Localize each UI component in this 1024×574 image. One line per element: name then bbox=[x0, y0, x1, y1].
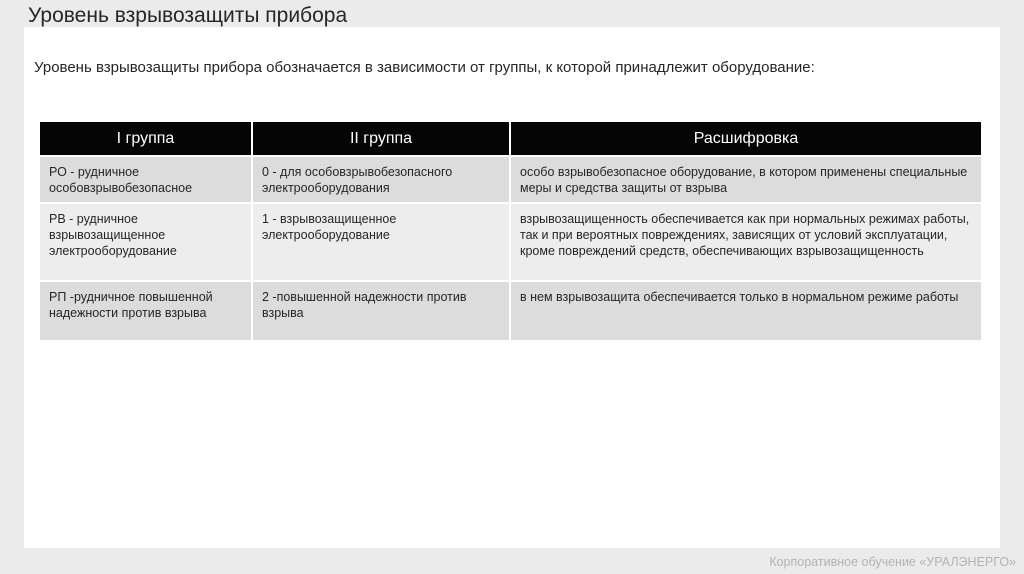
table-row bbox=[40, 203, 981, 281]
table-cell: 0 - для особовзрывобезопасного электрооборудования bbox=[252, 156, 510, 203]
intro-text: Уровень взрывозащиты прибора обозначается в зависимости от группы, к которой принадлежит оборудование: bbox=[34, 59, 815, 76]
header-group-1: I группа bbox=[40, 122, 252, 156]
explosion-protection-table bbox=[40, 122, 981, 340]
table-cell: особо взрывобезопасное оборудование, в котором применены специальные меры и средства защиты от взрыва bbox=[510, 156, 981, 203]
table-cell: РО - рудничное особовзрывобезопасное bbox=[40, 156, 252, 203]
header-decoding: Расшифровка bbox=[510, 122, 981, 156]
table-row bbox=[40, 281, 981, 340]
slide-title: Уровень взрывозащиты прибора bbox=[28, 4, 348, 27]
header-group-2: II группа bbox=[252, 122, 510, 156]
table-cell: 2 -повышенной надежности против взрыва bbox=[252, 281, 510, 340]
table-cell: взрывозащищенность обеспечивается как при нормальных режимах работы, так и при вероятных повреждениях, зависящих от условий эксплуатации, кроме повреждений средств, обеспечивающих взрывозащищенность bbox=[510, 203, 981, 281]
table-cell: 1 - взрывозащищенное электрооборудование bbox=[252, 203, 510, 281]
table-cell: РП -рудничное повышенной надежности против взрыва bbox=[40, 281, 252, 340]
table-cell: в нем взрывозащита обеспечивается только в нормальном режиме работы bbox=[510, 281, 981, 340]
content-panel bbox=[24, 27, 1000, 548]
footer-text: Корпоративное обучение «УРАЛЭНЕРГО» bbox=[769, 555, 1016, 569]
table-cell: РВ - рудничное взрывозащищенное электрооборудование bbox=[40, 203, 252, 281]
table-header-row bbox=[40, 122, 981, 156]
table-row bbox=[40, 156, 981, 203]
